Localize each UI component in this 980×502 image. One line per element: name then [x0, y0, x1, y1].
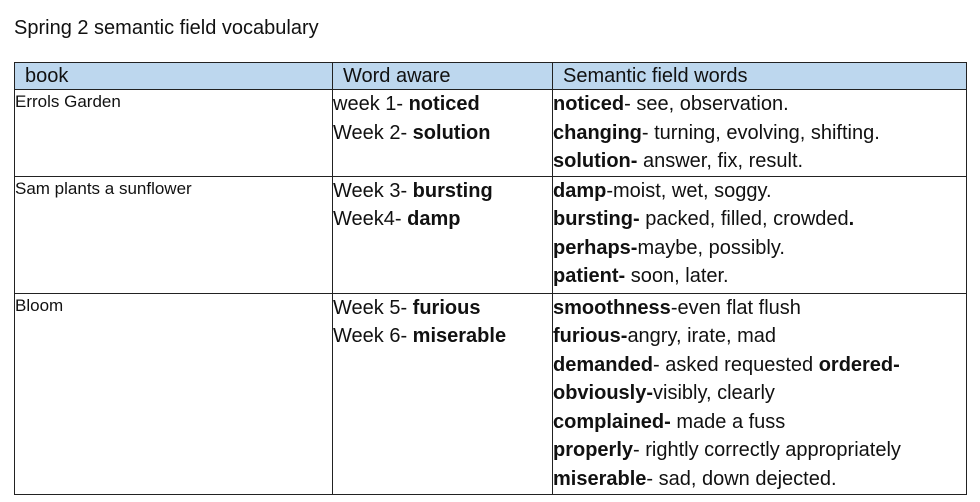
word-aware-line	[333, 177, 552, 206]
semantic-synonyms: answer, fix, result.	[637, 150, 804, 172]
book-cell: Errols Garden	[15, 90, 333, 177]
semantic-word: bursting-	[553, 208, 640, 230]
semantic-line	[553, 147, 966, 176]
semantic-synonyms: soon, later.	[625, 265, 729, 287]
semantic-field-cell	[553, 293, 967, 494]
semantic-line	[553, 408, 966, 437]
week-label: week 1-	[333, 93, 409, 115]
word-aware-line	[333, 294, 552, 323]
word-aware-line	[333, 119, 552, 148]
semantic-line	[553, 119, 966, 148]
semantic-line	[553, 234, 966, 263]
column-header-semantic-field-words: Semantic field words	[553, 63, 967, 90]
column-header-word-aware: Word aware	[333, 63, 553, 90]
column-header-book: book	[15, 63, 333, 90]
semantic-synonyms: visibly, clearly	[653, 382, 775, 404]
semantic-line	[553, 90, 966, 119]
word-aware-cell	[333, 90, 553, 177]
semantic-word: perhaps-	[553, 236, 638, 259]
semantic-synonyms: packed, filled, crowded	[639, 208, 849, 230]
semantic-line	[553, 379, 966, 408]
semantic-tail: ordered-	[818, 353, 900, 376]
semantic-line	[553, 322, 966, 351]
semantic-synonyms: - sad, down dejected.	[646, 467, 837, 490]
semantic-word: demanded	[553, 353, 654, 376]
semantic-synonyms: - see, observation.	[624, 93, 789, 115]
table-row	[15, 90, 967, 177]
semantic-synonyms: -moist, wet, soggy.	[606, 179, 772, 202]
week-label: Week4-	[333, 208, 408, 230]
week-label: Week 6-	[333, 325, 413, 347]
semantic-word: patient-	[553, 265, 626, 287]
semantic-word: obviously-	[553, 382, 654, 404]
word-aware-line	[333, 90, 552, 119]
target-word: noticed	[408, 93, 480, 115]
semantic-field-cell	[553, 90, 967, 177]
semantic-word: miserable	[553, 467, 647, 490]
semantic-word: furious-	[553, 325, 628, 347]
semantic-word: smoothness	[553, 296, 671, 319]
semantic-line	[553, 294, 966, 323]
semantic-synonyms: - turning, evolving, shifting.	[641, 121, 880, 144]
word-aware-cell	[333, 176, 553, 293]
semantic-word: solution-	[553, 150, 638, 172]
book-cell: Bloom	[15, 293, 333, 494]
semantic-word: changing	[553, 121, 642, 144]
week-label: Week 2-	[333, 121, 413, 144]
semantic-line	[553, 465, 966, 494]
semantic-synonyms: - asked requested	[653, 353, 819, 376]
semantic-line	[553, 436, 966, 465]
book-cell: Sam plants a sunflower	[15, 176, 333, 293]
table-header-row	[15, 63, 967, 90]
target-word: miserable	[412, 325, 507, 347]
table-row	[15, 176, 967, 293]
semantic-synonyms: made a fuss	[670, 410, 786, 433]
semantic-line	[553, 205, 966, 234]
semantic-word: damp	[553, 179, 607, 202]
target-word: furious	[412, 296, 481, 319]
vocabulary-table	[14, 62, 967, 495]
target-word: damp	[407, 208, 461, 230]
page-title: Spring 2 semantic field vocabulary	[14, 17, 319, 39]
semantic-line	[553, 177, 966, 206]
semantic-word: complained-	[553, 410, 671, 433]
semantic-line	[553, 262, 966, 291]
target-word: bursting	[412, 179, 493, 202]
semantic-tail: .	[848, 208, 855, 230]
semantic-synonyms: angry, irate, mad	[627, 325, 777, 347]
semantic-field-cell	[553, 176, 967, 293]
week-label: Week 3-	[333, 179, 413, 202]
week-label: Week 5-	[333, 296, 413, 319]
semantic-line	[553, 351, 966, 380]
word-aware-line	[333, 322, 552, 351]
word-aware-cell	[333, 293, 553, 494]
table-row	[15, 293, 967, 494]
semantic-word: noticed	[553, 93, 625, 115]
semantic-synonyms: - rightly correctly appropriately	[633, 439, 901, 461]
word-aware-line	[333, 205, 552, 234]
semantic-synonyms: maybe, possibly.	[637, 236, 785, 259]
semantic-synonyms: -even flat flush	[670, 296, 801, 319]
target-word: solution	[412, 121, 491, 144]
semantic-word: properly	[553, 439, 634, 461]
